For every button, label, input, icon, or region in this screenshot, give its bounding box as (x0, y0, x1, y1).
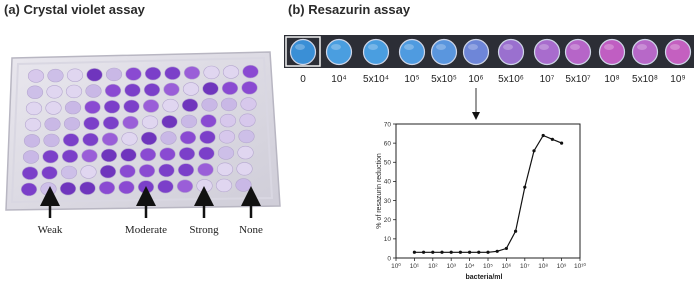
plate-well (179, 147, 195, 160)
y-tick-label: 60 (383, 140, 391, 148)
plate-well (24, 134, 40, 147)
plate-well (142, 116, 158, 129)
x-tick-label: 10⁶ (501, 263, 512, 270)
plate-well (67, 69, 83, 82)
plate-well (163, 99, 179, 112)
plate-well (125, 84, 141, 97)
concentration-label: 5x10⁴ (363, 74, 389, 85)
plate-well (21, 183, 37, 196)
plate-well (26, 102, 42, 115)
plate-well (238, 146, 254, 159)
plate-well (48, 69, 64, 82)
well-highlight (436, 44, 446, 50)
plate-well (181, 115, 197, 128)
plate-well (122, 132, 138, 145)
x-tick-label: 10¹⁰ (573, 263, 587, 270)
plate-well (99, 181, 115, 194)
plate-well (237, 162, 253, 175)
chart-y-ticks (384, 121, 396, 262)
data-point (486, 251, 489, 254)
plate-well (85, 101, 101, 114)
resazurin-well (600, 40, 625, 65)
well-highlight (570, 44, 580, 50)
well-highlight (503, 44, 513, 50)
data-point (496, 250, 499, 253)
plate-well (81, 166, 97, 179)
plate-well (216, 179, 232, 192)
plate-well (23, 151, 39, 164)
plate-well (105, 84, 121, 97)
concentration-label: 0 (300, 74, 306, 85)
panel-a-title: (a) Crystal violet assay (4, 2, 145, 17)
resazurin-well (327, 40, 352, 65)
plate-well (101, 149, 117, 162)
resazurin-well (666, 40, 691, 65)
plate-well (177, 180, 193, 193)
plate-well (182, 99, 198, 112)
plate-well (44, 134, 60, 147)
plate-well (198, 163, 214, 176)
data-point (422, 251, 425, 254)
plate-well (84, 117, 100, 130)
plate-well (218, 147, 234, 160)
y-tick-label: 30 (383, 197, 391, 205)
chart-plot-frame (396, 124, 580, 258)
data-point (431, 251, 434, 254)
concentration-label: 10⁵ (404, 74, 420, 85)
plate-well (240, 114, 256, 127)
resazurin-well (499, 40, 524, 65)
plate-well (139, 164, 155, 177)
well-highlight (539, 44, 549, 50)
resazurin-well (400, 40, 425, 65)
series-line (414, 136, 561, 253)
y-tick-label: 20 (383, 217, 391, 225)
chart-x-axis-title: bacteria/ml (465, 274, 503, 281)
plate-well (104, 100, 120, 113)
plate-well (202, 98, 218, 111)
resazurin-well (364, 40, 389, 65)
plate-well (140, 148, 156, 161)
plate-well (119, 181, 135, 194)
plate-well (65, 101, 81, 114)
concentration-label: 5x10⁷ (565, 74, 591, 85)
well-highlight (670, 44, 680, 50)
resazurin-well (464, 40, 489, 65)
chart-y-axis-title: % of resazurin reduction (376, 153, 383, 229)
plate-well (27, 86, 43, 99)
plate-well (43, 150, 59, 163)
x-tick-label: 10⁰ (391, 263, 401, 270)
plate-well (178, 164, 194, 177)
plate-well (221, 98, 237, 111)
data-point (450, 251, 453, 254)
y-tick-label: 50 (383, 159, 391, 167)
plate-well (102, 133, 118, 146)
plate-well (80, 182, 96, 195)
plate-well (217, 163, 233, 176)
concentration-label: 10⁹ (670, 74, 686, 85)
plate-well (25, 118, 41, 131)
plate-well (124, 100, 140, 113)
plate-well (220, 114, 236, 127)
concentration-label: 5x10⁶ (498, 74, 524, 85)
plate-well (241, 98, 257, 111)
concentration-label: 10⁸ (604, 74, 620, 85)
x-tick-label: 10⁸ (538, 263, 549, 270)
plate-well (86, 85, 102, 98)
resazurin-well (566, 40, 591, 65)
plate-well (144, 83, 160, 96)
plate-well (61, 166, 77, 179)
plate-well (64, 117, 80, 130)
data-point (514, 230, 517, 233)
plate-well (203, 82, 219, 95)
y-tick-label: 40 (383, 178, 391, 186)
x-tick-label: 10² (428, 263, 438, 270)
resazurin-well (291, 40, 316, 65)
plate-well (201, 115, 217, 128)
panel-b-title: (b) Resazurin assay (288, 2, 411, 17)
plate-well (239, 130, 255, 143)
plate-well (45, 118, 61, 131)
well-highlight (331, 44, 341, 50)
well-highlight (637, 44, 647, 50)
resazurin-well (633, 40, 658, 65)
plate-well (219, 130, 235, 143)
x-tick-label: 10⁴ (464, 263, 475, 270)
data-point (542, 134, 545, 137)
data-point (505, 247, 508, 250)
x-tick-label: 10⁷ (520, 263, 530, 270)
plate-label-none: None (239, 224, 263, 236)
well-highlight (604, 44, 614, 50)
well-highlight (404, 44, 414, 50)
plate-well (143, 100, 159, 113)
plate-well (200, 131, 216, 144)
well-highlight (468, 44, 478, 50)
y-tick-label: 10 (383, 236, 391, 244)
plate-label-strong: Strong (189, 224, 219, 236)
plate-well (47, 85, 63, 98)
plate-well (138, 181, 154, 194)
data-point (551, 138, 554, 141)
plate-well (82, 149, 98, 162)
concentration-label: 10⁷ (539, 74, 555, 85)
plate-well (164, 83, 180, 96)
data-point (532, 149, 535, 152)
plate-well (197, 179, 213, 192)
x-tick-label: 10¹ (409, 263, 420, 270)
resazurin-well (432, 40, 457, 65)
plate-well (141, 132, 157, 145)
data-point (413, 251, 416, 254)
plate-well (87, 68, 103, 81)
plate-well (161, 132, 177, 145)
y-tick-label: 70 (383, 121, 391, 129)
concentration-label: 10⁴ (331, 74, 347, 85)
plate-well (28, 70, 44, 83)
data-point (440, 251, 443, 254)
plate-well (121, 149, 137, 162)
plate-well (46, 102, 62, 115)
well-highlight (295, 44, 305, 50)
chart-x-ticks (391, 258, 586, 270)
concentration-label: 5x10⁸ (632, 74, 658, 85)
well-highlight (368, 44, 378, 50)
plate-well (22, 167, 38, 180)
plate-well (180, 131, 196, 144)
data-point (477, 251, 480, 254)
plate-well (159, 164, 175, 177)
x-tick-label: 10³ (446, 263, 456, 270)
plate-well (242, 81, 258, 94)
plate-well (183, 83, 199, 96)
plate-well (103, 117, 119, 130)
plate-well (222, 82, 238, 95)
resazurin-well-strip (0, 0, 696, 70)
plate-well (162, 115, 178, 128)
plate-label-weak: Weak (37, 224, 63, 236)
plate-well (66, 85, 82, 98)
x-tick-label: 10⁵ (483, 263, 493, 270)
x-tick-label: 10⁹ (556, 263, 567, 270)
resazurin-well (535, 40, 560, 65)
plate-well (199, 147, 215, 160)
plate-label-moderate: Moderate (124, 224, 168, 236)
data-point (523, 186, 526, 189)
plate-well (100, 165, 116, 178)
plate-well (158, 180, 174, 193)
chart-series (413, 134, 563, 254)
data-point (560, 142, 563, 145)
data-point (468, 251, 471, 254)
plate-well (160, 148, 176, 161)
plate-well (236, 179, 252, 192)
plate-well (42, 166, 58, 179)
plate-well (62, 150, 78, 163)
concentration-label: 5x10⁵ (431, 74, 457, 85)
y-tick-label: 0 (387, 255, 391, 263)
plate-well (120, 165, 136, 178)
concentration-label: 10⁶ (468, 74, 484, 85)
data-point (459, 251, 462, 254)
plate-well (41, 183, 57, 196)
plate-well (123, 116, 139, 129)
plate-well (63, 134, 79, 147)
plate-well (60, 182, 76, 195)
plate-well (83, 133, 99, 146)
